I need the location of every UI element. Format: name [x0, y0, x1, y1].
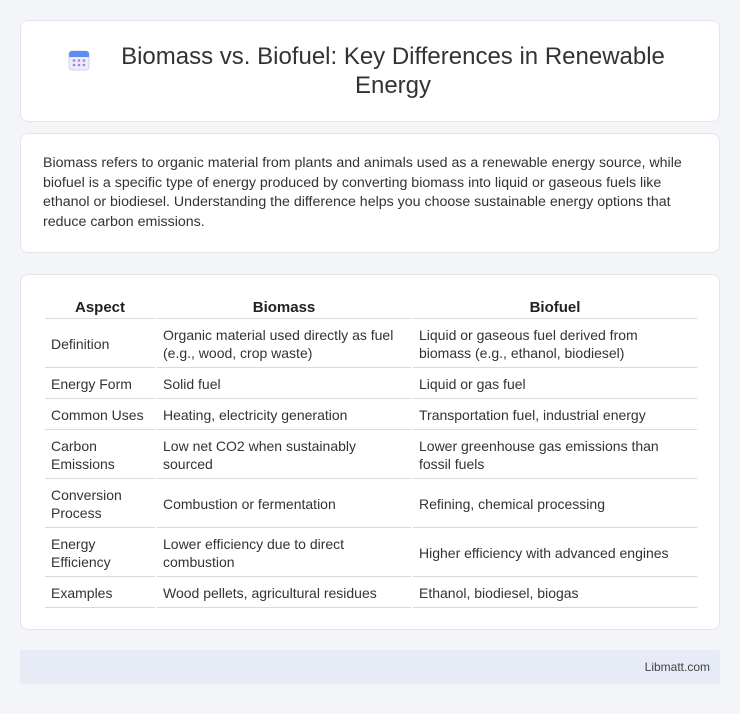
- table-row: [45, 401, 697, 430]
- table-cell: Heating, electricity generation: [157, 401, 411, 430]
- table-row: [45, 321, 697, 368]
- table-cell: Common Uses: [45, 401, 155, 430]
- table-cell: Transportation fuel, industrial energy: [413, 401, 697, 430]
- table-row: [45, 432, 697, 479]
- calendar-icon: [67, 48, 91, 72]
- comparison-table-card: [20, 274, 720, 630]
- table-cell: Liquid or gaseous fuel derived from biomass (e.g., ethanol, biodiesel): [413, 321, 697, 368]
- table-row: [45, 579, 697, 608]
- column-header-biomass: Biomass: [157, 297, 411, 319]
- table-cell: Solid fuel: [157, 370, 411, 399]
- table-cell: Energy Efficiency: [45, 530, 155, 577]
- page-title: Biomass vs. Biofuel: Key Differences in Renewable Energy: [121, 43, 665, 99]
- table-cell: Definition: [45, 321, 155, 368]
- table-cell: Organic material used directly as fuel (e.g., wood, crop waste): [157, 321, 411, 368]
- title-wrap: [67, 42, 673, 100]
- comparison-table: [43, 295, 699, 610]
- table-row: [45, 530, 697, 577]
- table-cell: Low net CO2 when sustainably sourced: [157, 432, 411, 479]
- table-cell: Lower efficiency due to direct combustion: [157, 530, 411, 577]
- table-cell: Conversion Process: [45, 481, 155, 528]
- table-cell: Combustion or fermentation: [157, 481, 411, 528]
- table-cell: Wood pellets, agricultural residues: [157, 579, 411, 608]
- table-cell: Energy Form: [45, 370, 155, 399]
- table-cell: Carbon Emissions: [45, 432, 155, 479]
- intro-card: [20, 133, 720, 253]
- table-cell: Examples: [45, 579, 155, 608]
- table-cell: Higher efficiency with advanced engines: [413, 530, 697, 577]
- table-row: [45, 481, 697, 528]
- intro-text: Biomass refers to organic material from plants and animals used as a renewable energy source, while biofuel is a specific type of energy produced by converting biomass into liquid or gaseous fuels like ethanol or biodiesel. Understanding the difference helps you choose sustainable energy options that reduce carbon emissions.: [43, 155, 682, 230]
- table-cell: Lower greenhouse gas emissions than fossil fuels: [413, 432, 697, 479]
- table-cell: Refining, chemical processing: [413, 481, 697, 528]
- table-header-row: [45, 297, 697, 319]
- header-card: [20, 20, 720, 122]
- footer-site-link[interactable]: Libmatt.com: [644, 660, 710, 674]
- table-cell: Ethanol, biodiesel, biogas: [413, 579, 697, 608]
- column-header-biofuel: Biofuel: [413, 297, 697, 319]
- footer: [20, 650, 720, 684]
- table-cell: Liquid or gas fuel: [413, 370, 697, 399]
- column-header-aspect: Aspect: [45, 297, 155, 319]
- table-row: [45, 370, 697, 399]
